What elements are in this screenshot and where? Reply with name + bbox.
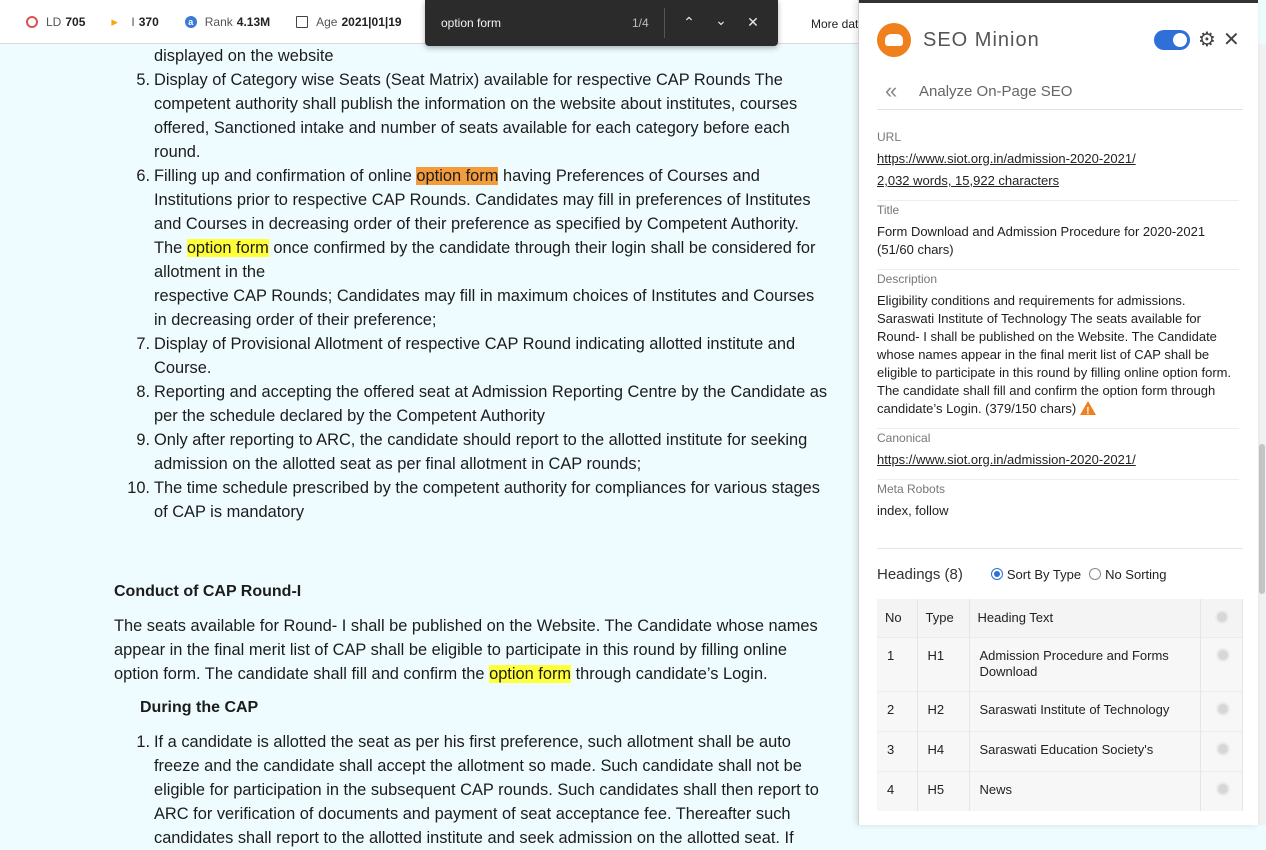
chevron-up-icon[interactable]: ⌃ [683, 14, 695, 30]
title-value: Form Download and Admission Procedure for 2020-2021 (51/60 chars) [877, 224, 1206, 257]
bulb-icon[interactable] [1217, 612, 1227, 622]
i-label: I [131, 14, 135, 29]
calendar-icon [296, 16, 308, 28]
i-value: 370 [138, 14, 159, 29]
more-data-link[interactable]: More dat [811, 17, 859, 31]
find-match: option form [186, 239, 269, 257]
seo-minion-panel [858, 0, 1258, 825]
word-count-link[interactable]: 2,032 words, 15,922 characters [877, 173, 1060, 188]
list-item: 7. Display of Provisional Allotment of respective CAP Round indicating allotted institute and Course. [136, 335, 796, 377]
scrollbar-thumb[interactable] [1259, 444, 1265, 594]
gear-icon[interactable]: ⚙ [1198, 29, 1216, 51]
table-row: 2 H2 Saraswati Institute of Technology [877, 691, 1243, 731]
url-label: URL [877, 130, 902, 144]
list-item: 5. Display of Category wise Seats (Seat Matrix) available for respective CAP Rounds The competent authority shall publish the information on the website about institutes, courses offered, Sanctioned intake and number of seats available for each category before each round. [136, 71, 798, 161]
headings-table [877, 599, 1243, 811]
panel-nav [877, 74, 1243, 110]
headings-section [877, 548, 1243, 811]
sort-by-type-radio[interactable]: Sort By Type [991, 567, 1081, 582]
bulb-icon[interactable] [1218, 704, 1228, 714]
list-item: 8. Reporting and accepting the offered seat at Admission Reporting Centre by the Candidate as per the schedule declared by the Competent Authority [136, 383, 828, 425]
panel-title: SEO Minion [923, 29, 1040, 51]
rank-value: 4.13M [236, 14, 271, 29]
find-bar [425, 0, 778, 46]
table-row: 4 H5 News [877, 771, 1243, 811]
ld-icon [26, 16, 38, 28]
url-link[interactable]: https://www.siot.org.in/admission-2020-2021/ [877, 151, 1136, 166]
text-fragment: displayed on the website [154, 47, 334, 65]
description-value: Eligibility conditions and requirements for admissions. Saraswati Institute of Technology The seats available for Round- I shall be published on the Website. The Candidate whose names appear in the final merit list of CAP shall be eligible to participate in this round by filling online option form. The candidate shall fill and confirm the option form through candidate’s Login. (379/150 chars)! [877, 292, 1239, 418]
bulb-icon[interactable] [1218, 744, 1228, 754]
page-info [877, 128, 1239, 530]
find-divider [664, 8, 665, 38]
double-chevron-left-icon[interactable]: « [885, 78, 898, 103]
col-heading-text: Heading Text [969, 599, 1201, 637]
bulb-icon[interactable] [1218, 784, 1228, 794]
description-label: Description [877, 272, 938, 286]
list-item: 10. The time schedule prescribed by the competent authority for compliances for various stages of CAP is mandatory [127, 479, 820, 521]
list-item: 9. Only after reporting to ARC, the candidate should report to the allotted institute for seeking admission on the allotted seat as per final allotment in CAP rounds; [136, 431, 808, 473]
meta-robots-value: index, follow [877, 503, 949, 518]
nav-title: Analyze On-Page SEO [919, 83, 1073, 100]
admission-steps-list [0, 68, 860, 524]
paragraph: The seats available for Round- I shall be published on the Website. The Candidate whose names appear in the final merit list of CAP shall be eligible to participate in this round by filling online option form. The candidate shall fill and confirm the option form through candidate’s Login. [114, 617, 818, 683]
find-match-current: option form [416, 167, 499, 185]
canonical-link[interactable]: https://www.siot.org.in/admission-2020-2021/ [877, 452, 1136, 467]
table-row: 3 H4 Saraswati Education Society's [877, 731, 1243, 771]
age-label: Age [316, 14, 338, 29]
rank-metric[interactable] [185, 15, 270, 29]
age-metric[interactable] [296, 15, 401, 29]
bulb-icon[interactable] [1218, 650, 1228, 660]
seo-minion-logo-icon [877, 23, 911, 57]
bing-icon: ▸ [111, 13, 118, 29]
find-match-count: 1/4 [632, 16, 649, 30]
meta-robots-label: Meta Robots [877, 482, 946, 496]
col-type: Type [917, 599, 969, 637]
rank-icon: a [185, 16, 197, 28]
ld-value: 705 [65, 14, 86, 29]
close-icon[interactable]: ✕ [1223, 29, 1240, 51]
i-metric[interactable] [111, 15, 158, 29]
close-icon[interactable]: ✕ [747, 14, 759, 30]
ld-metric[interactable] [26, 15, 85, 29]
table-row: 1 H1 Admission Procedure and Forms Download [877, 637, 1243, 691]
section-heading: Conduct of CAP Round-I [114, 583, 302, 600]
ld-label: LD [46, 14, 62, 29]
panel-header [859, 3, 1259, 73]
canonical-label: Canonical [877, 431, 931, 445]
col-highlight [1201, 599, 1243, 637]
age-value: 2021|01|19 [341, 14, 402, 29]
page-content [0, 44, 860, 847]
sub-heading: During the CAP [140, 699, 259, 716]
warning-icon [1080, 401, 1096, 415]
chevron-down-icon[interactable]: ⌄ [715, 12, 727, 28]
find-input[interactable]: option form [441, 16, 502, 30]
title-label: Title [877, 203, 900, 217]
page-scrollbar[interactable] [1258, 44, 1266, 825]
list-item: 6. Filling up and confirmation of online option form having Preferences of Courses and Institutions prior to respective CAP Rounds. Candidates may fill in preferences of Institutes and Courses in decreasing order of their preference as specified by Competent Authority. The option form once confirmed by the candidate through their login shall be considered for allotment in the respective CAP Rounds; Candidates may fill in maximum choices of Institutes and Courses in decreasing order of their preference; [136, 167, 816, 329]
col-no: No [877, 599, 917, 637]
find-match: option form [489, 665, 572, 683]
no-sorting-radio[interactable]: No Sorting [1089, 567, 1166, 582]
list-item: 1. If a candidate is allotted the seat as per his first preference, such allotment shall be auto freeze and the candidate shall accept the allotment so made. Such candidate shall not be eligible for participation in the subsequent CAP rounds. Such candidates shall then report to ARC for verification of documents and payment of seat acceptance fee. Thereafter such candidates shall report to the allotted institute and seek admission on the allotted seat. If [136, 733, 819, 847]
cap-list [0, 730, 860, 850]
headings-title: Headings (8) [877, 565, 963, 583]
rank-label: Rank [204, 14, 233, 29]
enable-toggle[interactable] [1154, 30, 1190, 50]
